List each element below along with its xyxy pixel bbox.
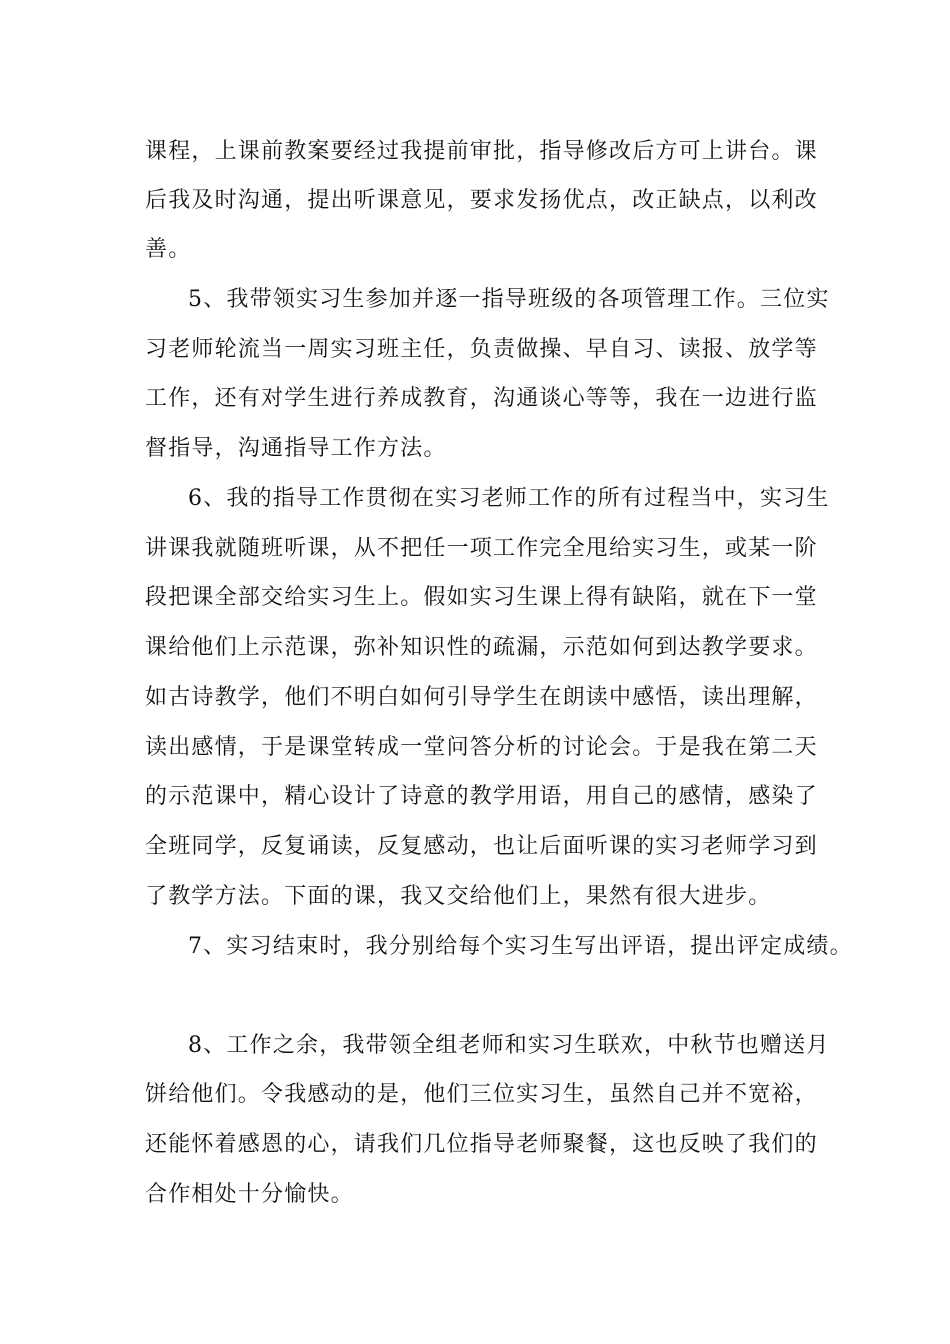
text-line: 善。 [145,237,192,262]
text-line: 督指导，沟通指导工作方法。 [145,436,447,461]
text-line: 的示范课中，精心设计了诗意的教学用语，用自己的感情，感染了 [145,784,818,809]
text-line: 工作，还有对学生进行养成教育，沟通谈心等等，我在一边进行监 [145,386,818,411]
text-line: 如古诗教学，他们不明白如何引导学生在朗读中感悟，读出理解， [145,685,818,710]
text-line: 全班同学，反复诵读，反复感动，也让后面听课的实习老师学习到 [145,834,818,859]
text-line: 饼给他们。令我感动的是，他们三位实习生，虽然自己并不宽裕， [145,1082,818,1107]
text-line: 课程，上课前教案要经过我提前审批，指导修改后方可上讲台。课 [145,139,818,164]
paragraph-start-line: 6、我的指导工作贯彻在实习老师工作的所有过程当中，实习生 [188,486,830,511]
text-line: 了教学方法。下面的课，我又交给他们上，果然有很大进步。 [145,884,772,909]
paragraph-start-line: 8、工作之余，我带领全组老师和实习生联欢，中秋节也赠送月 [188,1033,830,1058]
paragraph-start-line: 5、我带领实习生参加并逐一指导班级的各项管理工作。三位实 [188,287,830,312]
paragraph-start-line: 7、实习结束时，我分别给每个实习生写出评语，提出评定成绩。 [188,934,853,959]
text-line: 读出感情，于是课堂转成一堂问答分析的讨论会。于是我在第二天 [145,735,818,760]
text-line: 习老师轮流当一周实习班主任，负责做操、早自习、读报、放学等 [145,337,818,362]
text-line: 合作相处十分愉快。 [145,1182,354,1207]
text-line: 段把课全部交给实习生上。假如实习生课上得有缺陷，就在下一堂 [145,585,818,610]
text-line: 后我及时沟通，提出听课意见，要求发扬优点，改正缺点，以利改 [145,188,818,213]
text-line: 还能怀着感恩的心，请我们几位指导老师聚餐，这也反映了我们的 [145,1132,818,1157]
text-line: 讲课我就随班听课，从不把任一项工作完全甩给实习生，或某一阶 [145,536,818,561]
text-line: 课给他们上示范课，弥补知识性的疏漏，示范如何到达教学要求。 [145,635,818,660]
